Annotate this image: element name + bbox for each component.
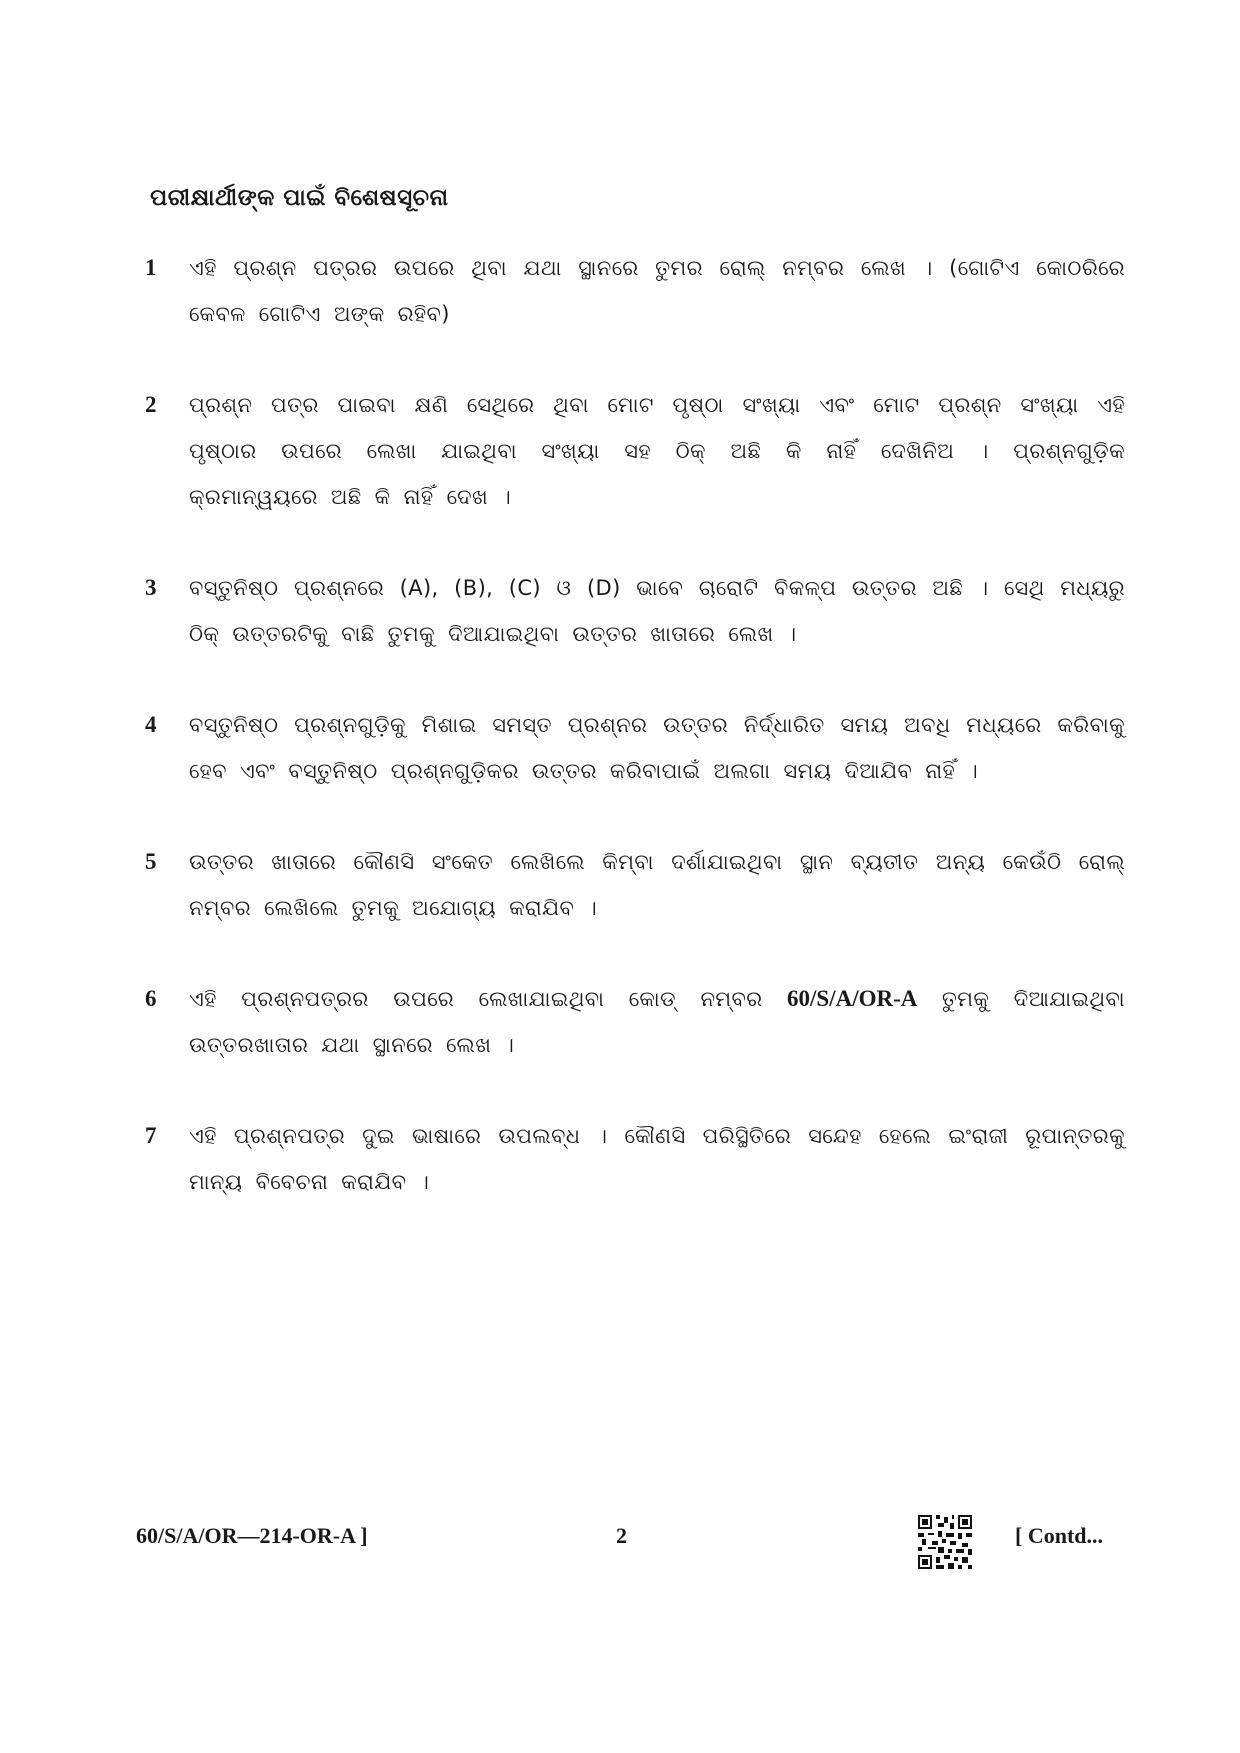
instruction-item-4 <box>145 702 1125 794</box>
instruction-number: 5 <box>145 849 157 874</box>
continued-label: [ Contd... <box>1015 1523 1104 1548</box>
question-paper-code: 60/S/A/OR-A <box>787 986 918 1011</box>
instruction-number: 6 <box>145 986 157 1011</box>
qr-code-icon <box>918 1515 972 1569</box>
instruction-text: ବସ୍ତୁନିଷ୍ଠ ପ୍ରଶ୍ନରେ (A), (B), (C) ଓ (D) ଭାବେ ଚାରୋଟି ବିକଳ୍ପ ଉତ୍ତର ଅଛି । ସେଥି ମଧ୍ୟରୁ ଠିକ୍ ଉତ୍ତରଟିକୁ ବାଛି ତୁମକୁ ଦିଆଯାଇଥିବା ଉତ୍ତର ଖାତାରେ ଲେଖ । <box>189 576 1125 646</box>
instruction-text: ବସ୍ତୁନିଷ୍ଠ ପ୍ରଶ୍ନଗୁଡ଼ିକୁ ମିଶାଇ ସମସ୍ତ ପ୍ରଶ୍ନର ଉତ୍ତର ନିର୍ଦ୍ଧାରିତ ସମୟ ଅବଧି ମଧ୍ୟରେ କରିବାକୁ ହେବ ଏବଂ ବସ୍ତୁନିଷ୍ଠ ପ୍ରଶ୍ନଗୁଡ଼ିକର ଉତ୍ତର କରିବାପାଇଁ ଅଲଗା ସମୟ ଦିଆଯିବ ନାହିଁ । <box>189 713 1125 783</box>
instruction-number: 4 <box>145 712 157 737</box>
instruction-text: ଏହି ପ୍ରଶ୍ନପତ୍ର ଦୁଇ ଭାଷାରେ ଉପଲବ୍ଧ । କୌଣସି ପରିସ୍ଥିତିରେ ସନ୍ଦେହ ହେଲେ ଇଂରାଜୀ ରୂପାନ୍ତରକୁ ମାନ୍ୟ ବିବେଚନା କରାଯିବ । <box>189 1124 1125 1194</box>
footer-paper-code: 60/S/A/OR—214-OR-A ] <box>136 1523 368 1548</box>
instruction-text: ଉତ୍ତର ଖାତାରେ କୌଣସି ସଂକେତ ଲେଖିଲେ କିମ୍ବା ଦର୍ଶାଯାଇଥିବା ସ୍ଥାନ ବ୍ୟତୀତ ଅନ୍ୟ କେଉଁଠି ରୋଲ୍ ନମ୍ବର ଲେଖିଲେ ତୁମକୁ ଅଯୋଗ୍ୟ କରାଯିବ । <box>189 850 1125 920</box>
instruction-number: 3 <box>145 575 157 600</box>
instruction-text: ଏହି ପ୍ରଶ୍ନ ପତ୍ରର ଉପରେ ଥିବା ଯଥା ସ୍ଥାନରେ ତୁମର ରୋଲ୍ ନମ୍ବର ଲେଖ । (ଗୋଟିଏ କୋଠରିରେ କେବଳ ଗୋଟିଏ ଅଙ୍କ ରହିବ) <box>189 256 1125 326</box>
instruction-item-5 <box>145 839 1125 931</box>
instructions-heading: ପରୀକ୍ଷାର୍ଥୀଙ୍କ ପାଇଁ ବିଶେଷସୂଚନା <box>150 185 449 211</box>
page-number: 2 <box>616 1523 627 1548</box>
instruction-text-after: ତୁମକୁ ଦିଆଯାଇଥିବା ଉତ୍ତରଖାତାର ଯଥା ସ୍ଥାନରେ ଲେଖ । <box>189 987 1125 1057</box>
instruction-text-before: ଏହି ପ୍ରଶ୍ନପତ୍ରର ଉପରେ ଲେଖାଯାଇଥିବା କୋଡ୍ ନମ୍ବର <box>189 987 788 1011</box>
instruction-number: 1 <box>145 255 157 280</box>
instructions-list <box>145 245 1125 1250</box>
instruction-item-3 <box>145 565 1125 657</box>
instruction-item-7 <box>145 1113 1125 1205</box>
instruction-number: 7 <box>145 1123 157 1148</box>
instruction-item-6 <box>145 976 1125 1068</box>
instruction-number: 2 <box>145 392 157 417</box>
instruction-item-1 <box>145 245 1125 337</box>
instruction-text <box>189 976 1125 1068</box>
instruction-text: ପ୍ରଶ୍ନ ପତ୍ର ପାଇବା କ୍ଷଣି ସେଥିରେ ଥିବା ମୋଟ ପୃଷ୍ଠା ସଂଖ୍ୟା ଏବଂ ମୋଟ ପ୍ରଶ୍ନ ସଂଖ୍ୟା ଏହି ପୃଷ୍ଠାର ଉପରେ ଲେଖା ଯାଇଥିବା ସଂଖ୍ୟା ସହ ଠିକ୍ ଅଛି କି ନାହିଁ ଦେଖିନିଅ । ପ୍ରଶ୍ନଗୁଡ଼ିକ କ୍ରମାନ୍ୱୟରେ ଅଛି କି ନାହିଁ ଦେଖ । <box>189 393 1125 509</box>
instruction-item-2 <box>145 382 1125 520</box>
